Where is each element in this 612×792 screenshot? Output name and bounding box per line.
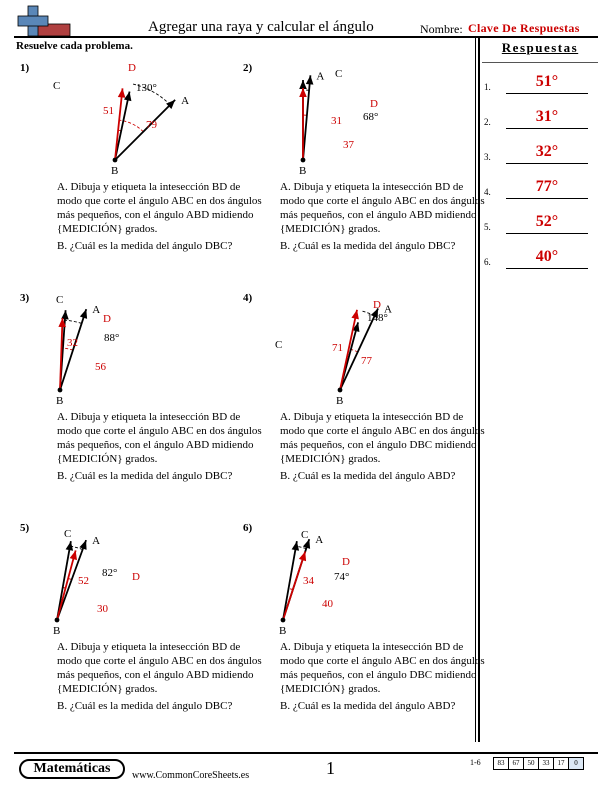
instructions: Resuelve cada problema. — [16, 40, 133, 52]
label-d: D — [342, 556, 350, 568]
problem-number: 4) — [243, 292, 253, 304]
score-cell: 67 — [508, 757, 524, 770]
score-table — [494, 757, 584, 770]
dbc-angle-measure: 52 — [78, 575, 89, 587]
dbc-angle-measure: 32 — [67, 337, 78, 349]
problem-3 — [20, 292, 268, 492]
label-d: D — [103, 313, 111, 325]
label-d: D — [132, 571, 140, 583]
header-divider — [14, 36, 598, 38]
label-b: B — [53, 625, 61, 637]
question-a: A. Dibuja y etiqueta la intesección BD de modo que corte el ángulo ABC en dos ángulos más pequeños, con el ángulo ABD midiendo {MEDICIÓN} grados. — [57, 641, 262, 695]
answer-number: 2. — [484, 117, 491, 127]
answer-key-heading: Respuestas — [501, 40, 579, 55]
abd-angle-measure: 56 — [95, 361, 106, 373]
label-b: B — [56, 395, 64, 407]
dbc-angle-measure: 34 — [303, 575, 314, 587]
angle-figure — [40, 62, 240, 177]
name-label: Nombre: — [420, 22, 463, 36]
question-a: A. Dibuja y etiqueta la intesección BD de modo que corte el ángulo ABC en dos ángulos más pequeños, con el ángulo ABD midiendo {MEDICIÓN} grados. — [280, 181, 485, 235]
answer-row — [484, 145, 594, 167]
problem-text — [280, 410, 488, 486]
abd-angle-measure: 77 — [361, 355, 372, 367]
label-d: D — [373, 299, 381, 311]
question-b: B. ¿Cuál es la medida del ángulo DBC? — [57, 470, 233, 482]
footer-divider — [14, 752, 598, 754]
question-a: A. Dibuja y etiqueta la intesección BD de modo que corte el ángulo ABC en dos ángulos más pequeños, con el ángulo ABD midiendo {MEDICIÓN} grados. — [57, 181, 262, 235]
answer-value: 40° — [535, 248, 559, 265]
label-c: C — [53, 80, 61, 92]
name-value: Clave De Respuestas — [468, 21, 580, 35]
label-b: B — [279, 625, 287, 637]
vertex-point — [58, 388, 63, 393]
answer-number: 4. — [484, 187, 491, 197]
ray-bd — [115, 88, 125, 160]
answer-row — [484, 250, 594, 272]
score-cell: 50 — [523, 757, 539, 770]
label-a: A — [181, 94, 190, 107]
answer-line — [506, 198, 588, 199]
site-url[interactable]: www.CommonCoreSheets.es — [132, 770, 250, 781]
page-title: Agregar una raya y calcular el ángulo — [148, 19, 374, 35]
answer-row — [484, 180, 594, 202]
abd-angle-measure: 79 — [146, 119, 157, 131]
angle-figure — [40, 522, 240, 637]
problem-number: 1) — [20, 62, 30, 74]
angle-figure — [40, 292, 240, 407]
angle-figure — [263, 62, 463, 177]
score-cell: 17 — [553, 757, 569, 770]
answer-row — [484, 215, 594, 237]
score-cell: 33 — [538, 757, 554, 770]
label-a: A — [92, 535, 101, 548]
label-b: B — [111, 165, 119, 177]
logo-icon — [14, 4, 74, 38]
problem-6 — [243, 522, 491, 722]
abd-angle-measure: 30 — [97, 603, 108, 615]
subject-badge: Matemáticas — [19, 759, 125, 779]
label-c: C — [56, 294, 64, 306]
problem-text — [57, 410, 265, 486]
dbc-angle-measure: 51 — [103, 105, 114, 117]
total-angle-arc — [65, 320, 82, 323]
problem-number: 2) — [243, 62, 253, 74]
label-a: A — [315, 534, 324, 547]
total-angle-measure: 74° — [334, 571, 350, 583]
answer-line — [506, 93, 588, 94]
dbc-angle-measure: 71 — [332, 342, 343, 354]
answer-number: 3. — [484, 152, 491, 162]
problem-number: 3) — [20, 292, 30, 304]
vertex-point — [281, 618, 286, 623]
problem-text — [57, 180, 265, 256]
label-c: C — [275, 339, 283, 351]
problem-text — [57, 640, 265, 716]
total-angle-measure: 130° — [136, 82, 157, 94]
question-a: A. Dibuja y etiqueta la intesección BD de modo que corte el ángulo ABC en dos ángulos más pequeños, con el ángulo ABD midiendo {MEDICIÓN} grados. — [57, 411, 262, 465]
question-b: B. ¿Cuál es la medida del ángulo DBC? — [57, 240, 233, 252]
problem-5 — [20, 522, 268, 722]
question-b: B. ¿Cuál es la medida del ángulo DBC? — [57, 700, 233, 712]
total-angle-measure: 82° — [102, 567, 118, 579]
dbc-angle-measure: 31 — [331, 115, 342, 127]
question-b: B. ¿Cuál es la medida del ángulo ABD? — [280, 700, 456, 712]
label-c: C — [64, 528, 72, 540]
label-c: C — [335, 68, 343, 80]
problem-2 — [243, 62, 491, 262]
vertex-point — [113, 158, 118, 163]
answer-value: 31° — [535, 108, 559, 125]
abd-angle-measure: 37 — [343, 139, 354, 151]
label-b: B — [336, 395, 344, 407]
answer-row — [484, 75, 594, 97]
problem-number: 5) — [20, 522, 30, 534]
total-angle-measure: 88° — [104, 332, 120, 344]
problem-number: 6) — [243, 522, 253, 534]
label-a: A — [384, 303, 392, 316]
score-range: 1-6 — [470, 758, 481, 767]
label-a: A — [316, 70, 325, 83]
total-angle-measure: 68° — [363, 111, 379, 123]
answer-value: 32° — [535, 143, 559, 160]
answer-value: 51° — [535, 73, 559, 90]
answer-line — [506, 268, 588, 269]
answer-number: 1. — [484, 82, 491, 92]
answer-line — [506, 163, 588, 164]
answer-value: 77° — [535, 178, 559, 195]
problem-4 — [243, 292, 491, 492]
page-number: 1 — [326, 758, 335, 778]
label-a: A — [92, 304, 101, 317]
question-b: B. ¿Cuál es la medida del ángulo DBC? — [280, 240, 456, 252]
label-d: D — [128, 62, 136, 74]
question-a: A. Dibuja y etiqueta la intesección BD de modo que corte el ángulo ABC en dos ángulos más pequeños, con el ángulo DBC midiendo {MEDICIÓN} grados. — [280, 411, 485, 465]
label-c: C — [301, 529, 309, 541]
answer-line — [506, 233, 588, 234]
vertex-point — [338, 388, 343, 393]
angle-figure — [263, 292, 463, 407]
question-a: A. Dibuja y etiqueta la intesección BD de modo que corte el ángulo ABC en dos ángulos más pequeños, con el ángulo DBC midiendo {MEDICIÓN} grados. — [280, 641, 485, 695]
question-b: B. ¿Cuál es la medida del ángulo ABD? — [280, 470, 456, 482]
problem-1 — [20, 62, 268, 262]
score-cell: 0 — [568, 757, 584, 770]
answer-row — [484, 110, 594, 132]
answer-line — [506, 128, 588, 129]
ray-bc — [115, 92, 131, 160]
problem-text — [280, 640, 488, 716]
answer-key-separator — [482, 62, 598, 63]
answer-value: 52° — [535, 213, 559, 230]
answer-number: 5. — [484, 222, 491, 232]
label-b: B — [299, 165, 307, 177]
answer-number: 6. — [484, 257, 491, 267]
problem-text — [280, 180, 488, 256]
total-angle-measure: 148° — [367, 312, 388, 324]
score-cell: 83 — [493, 757, 509, 770]
vertex-point — [301, 158, 306, 163]
angle-figure — [263, 522, 463, 637]
label-d: D — [370, 98, 378, 110]
vertex-point — [55, 618, 60, 623]
abd-angle-measure: 40 — [322, 598, 333, 610]
